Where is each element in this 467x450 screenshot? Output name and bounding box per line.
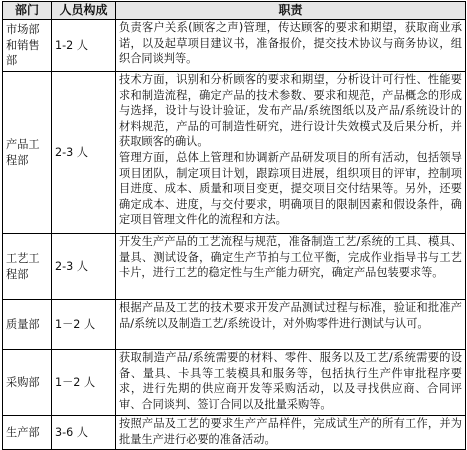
table-row-product-engineering xyxy=(3,72,466,234)
table-row-marketing-sales xyxy=(3,20,466,72)
duty-text: 按照产品及工艺的要求生产产品样件，完成试生产的所有工作，并为批量生产进行必要的准备活动。 xyxy=(119,417,462,446)
department-name: 市场部和销售部 xyxy=(3,20,52,72)
header-row xyxy=(3,2,466,20)
department-name: 采购部 xyxy=(3,350,52,416)
department-name: 产品工程部 xyxy=(3,72,52,234)
duty-cell xyxy=(116,20,466,72)
duty-cell xyxy=(116,350,466,416)
duty-text: 根据产品及工艺的技术要求开发产品测试过程与标准，验证和批准产品/系统以及制造工艺/系统设计，对外购零件进行测试与认可。 xyxy=(119,301,462,330)
staff-count: 1-2 人 xyxy=(52,20,116,72)
staff-count: 2-3 人 xyxy=(52,234,116,300)
department-name: 生产部 xyxy=(3,416,52,450)
staff-count: 1－2 人 xyxy=(52,300,116,350)
duty-text: 获取制造产品/系统需要的材料、零件、服务以及工艺/系统需要的设备、量具、卡具等工装模具和服务等，包括执行生产件审批程序要求，进行先期的供应商开发等采购活动，以及寻找供应商、合同评审、合同谈判、签订合同以及批量采购等。 xyxy=(119,351,462,411)
header-department: 部门 xyxy=(3,2,52,20)
duty-text-management: 管理方面，总体上管理和协调新产品研发项目的所有活动，包括领导项目团队，制定项目计划，跟踪项目进展，组织项目的评审，控制项目进度、成本、质量和项目变更，提交项目交付结果等。另外，还要确定成本、进度，与交付要求，明确项目的限制因素和假设条件，确定项目管理文件化的流程和方法。 xyxy=(119,150,462,227)
duty-text: 开发生产产品的工艺流程与规范，准备制造工艺/系统的工具、模具、量具、测试设备，确定生产节拍与工位平衡，完成作业指导书与工艺卡片，进行工艺的稳定性与生产能力研究，确定产品包装要求等。 xyxy=(119,235,462,280)
staff-count: 3-6 人 xyxy=(52,416,116,450)
duty-text: 负责客户关系(顾客之声)管理，传达顾客的要求和期望，获取商业承诺，以及起草项目建议书，准备报价，提交技术协议与商务协议，组织合同谈判等。 xyxy=(119,21,462,66)
department-name: 工艺工程部 xyxy=(3,234,52,300)
duty-cell xyxy=(116,234,466,300)
staff-count: 1－2 人 xyxy=(52,350,116,416)
duty-cell xyxy=(116,300,466,350)
duty-cell xyxy=(116,72,466,234)
table-row-process-engineering xyxy=(3,234,466,300)
staff-count: 2-3 人 xyxy=(52,72,116,234)
duty-cell xyxy=(116,416,466,450)
responsibility-table xyxy=(2,1,466,450)
header-duties: 职责 xyxy=(116,2,466,20)
header-staffing: 人员构成 xyxy=(52,2,116,20)
table-row-production xyxy=(3,416,466,450)
table-row-purchasing xyxy=(3,350,466,416)
table-row-quality xyxy=(3,300,466,350)
department-name: 质量部 xyxy=(3,300,52,350)
duty-text-technical: 技术方面，识别和分析顾客的要求和期望，分析设计可行性、性能要求和制造流程，确定产品的技术参数、要求和规范，产品概念的形成与选择，设计与设计验证，发布产品/系统图纸以及产品/系统设计的材料规范，产品的可制造性研究，进行设计失效模式及后果分析，并获取顾客的确认。 xyxy=(119,73,462,149)
